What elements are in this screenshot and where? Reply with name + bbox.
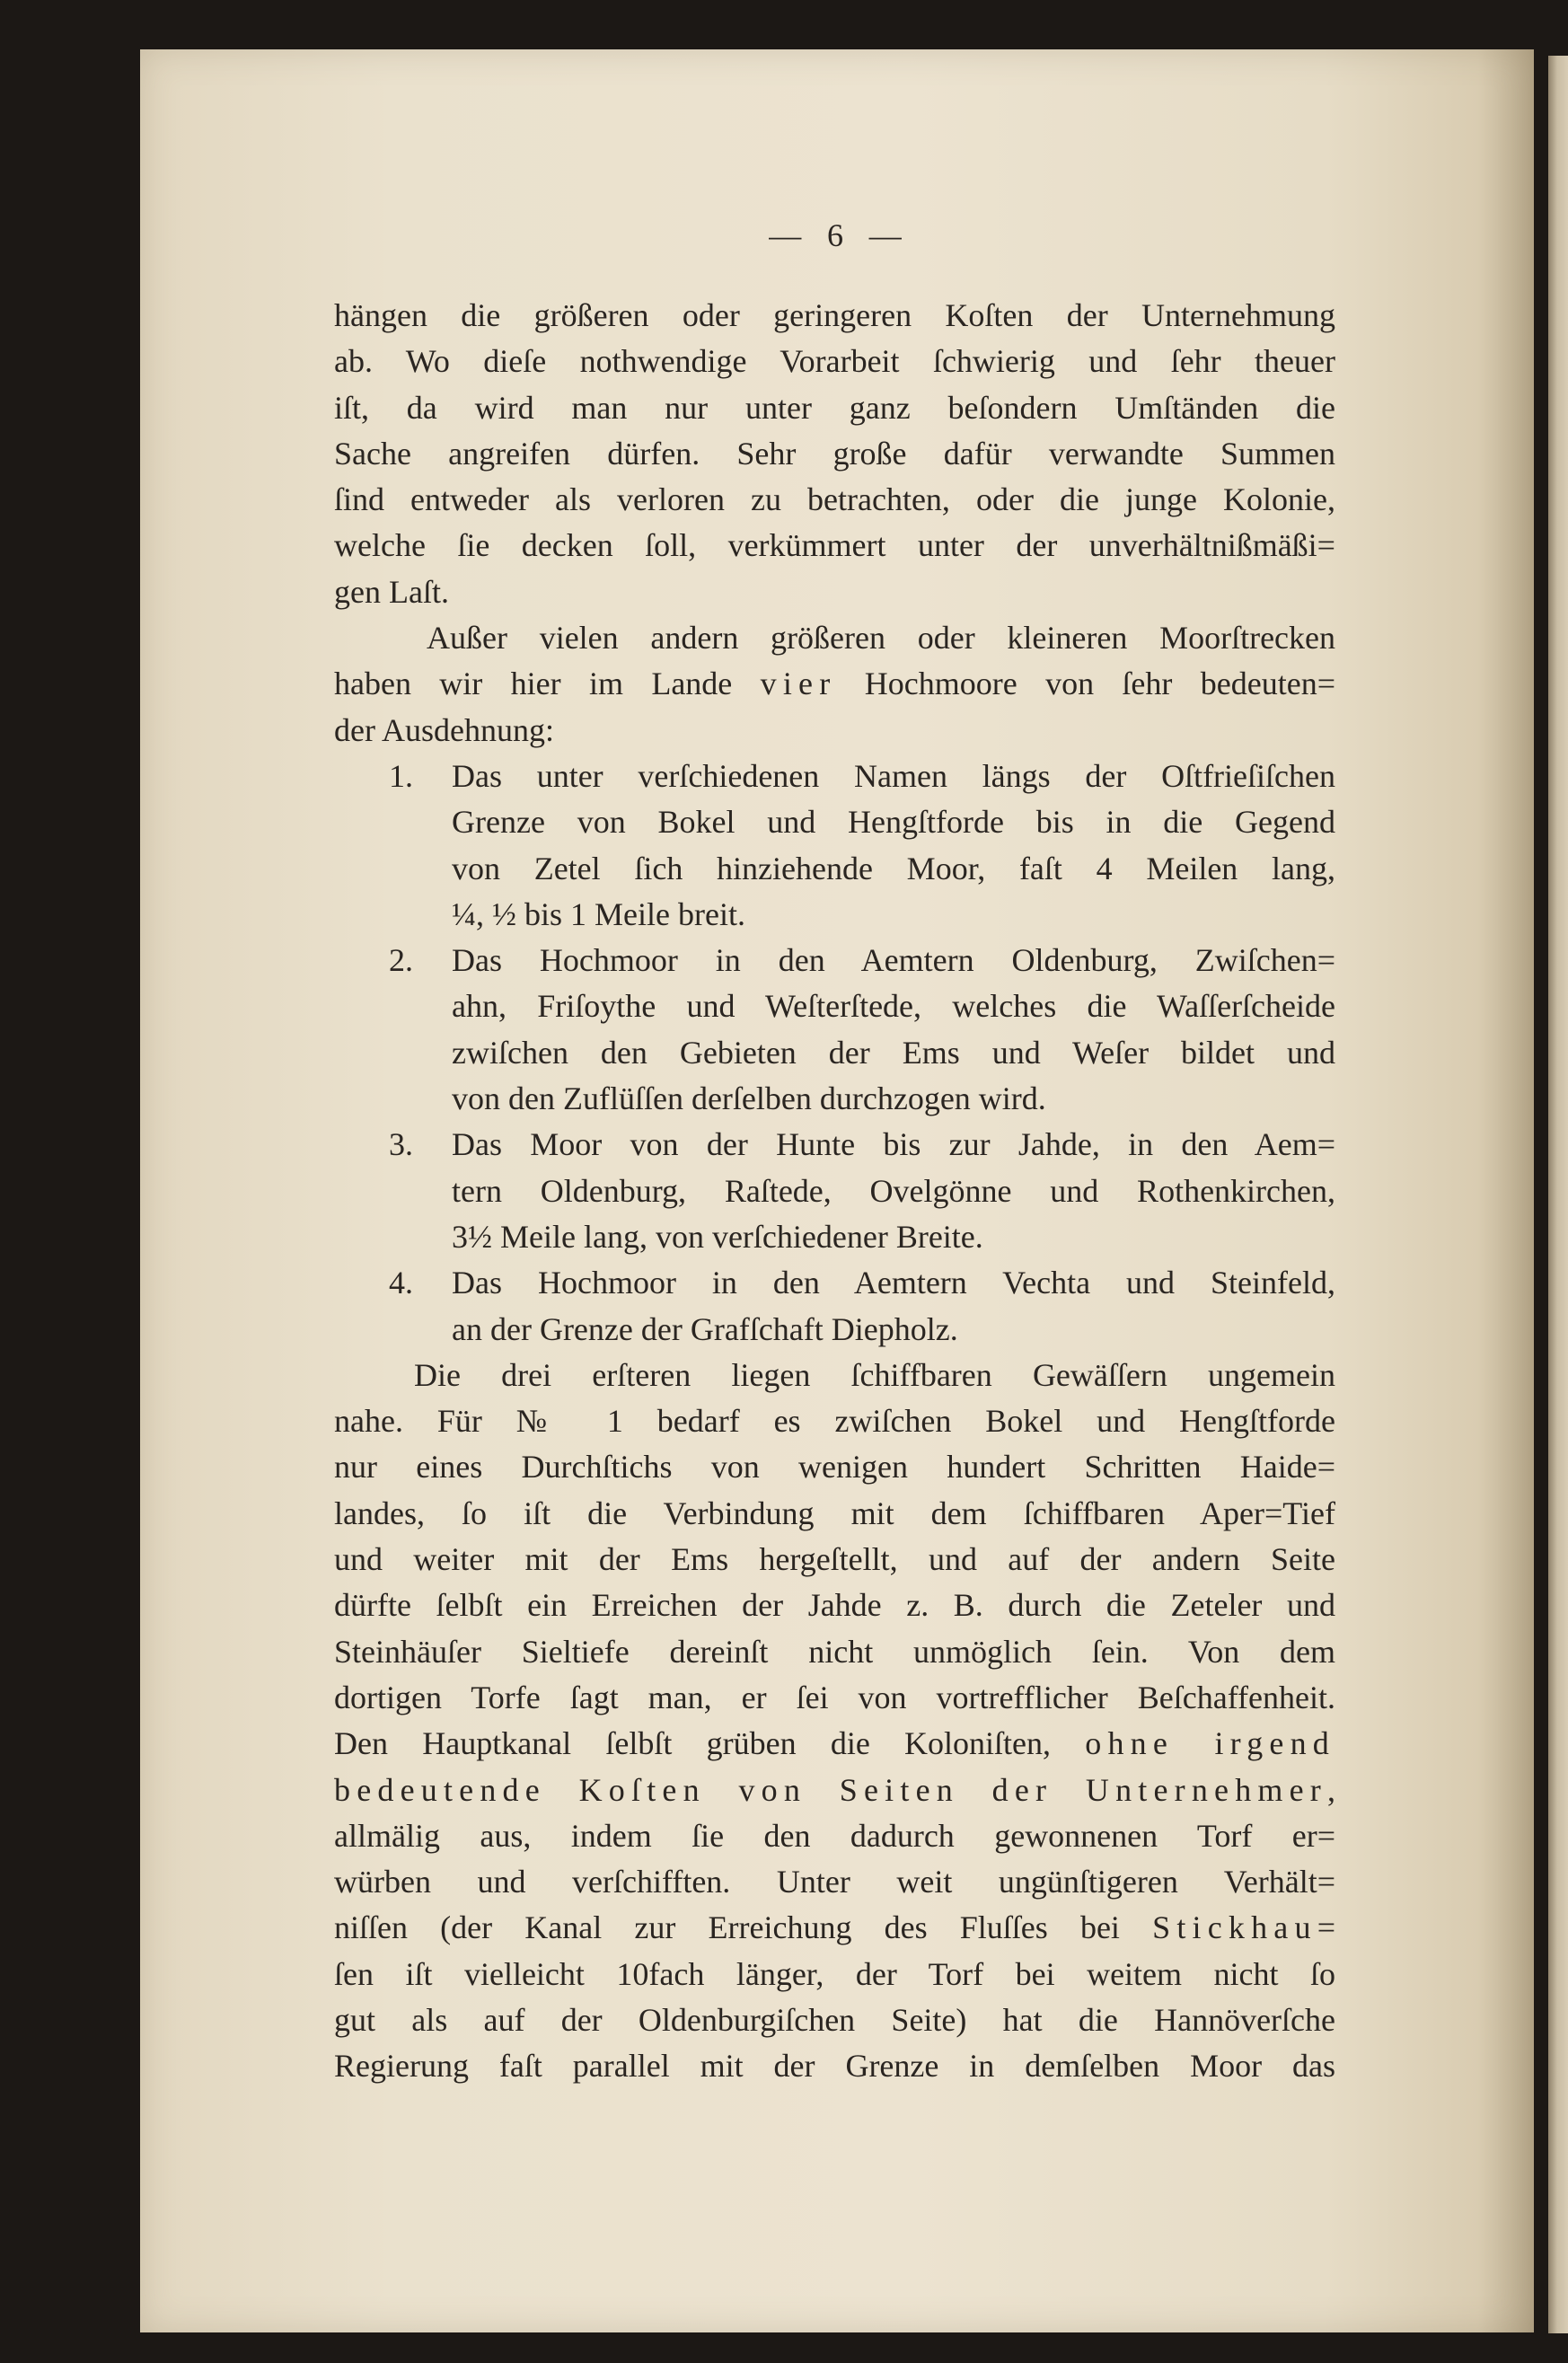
text-segment: Hochmoore von ſehr bedeuten= — [836, 666, 1335, 702]
text-line: von den Zuflüſſen derſelben durchzogen wird. — [452, 1080, 1046, 1117]
text-line: Grenze von Bokel und Hengſtforde bis in die Gegend — [452, 804, 1335, 841]
text-segment: niſſen (der Kanal zur Erreichung des Fluſſes bei — [334, 1909, 1153, 1946]
list-number: 1. — [389, 757, 413, 794]
text-line: und weiter mit der Ems hergeſtellt, und auf der andern Seite — [334, 1541, 1335, 1578]
page-number: — 6 — — [769, 217, 902, 253]
text-line: von Zetel ſich hinziehende Moor, faſt 4 Meilen lang, — [452, 850, 1335, 886]
spaced-emphasis: bedeutende Koſten von Seiten der Unternehmer — [334, 1771, 1327, 1808]
text-line: ab. Wo dieſe nothwendige Vorarbeit ſchwierig und ſehr theuer — [334, 343, 1335, 380]
paragraph-continuation — [334, 293, 1335, 615]
text-line: an der Grenze der Grafſchaft Diepholz. — [452, 1310, 958, 1347]
text-line: welche ſie decken ſoll, verkümmert unter der unverhältnißmäßi= — [334, 527, 1335, 564]
text-line: ¼, ½ bis 1 Meile breit. — [452, 895, 745, 932]
page-text — [334, 293, 1335, 2090]
text-line: der Ausdehnung: — [334, 711, 554, 748]
text-line: 3½ Meile lang, von verſchiedener Breite. — [452, 1218, 983, 1255]
text-line: würben und verſchifften. Unter weit ungünſtigeren Verhält= — [334, 1864, 1335, 1900]
text-line: landes, ſo iſt die Verbindung mit dem ſchiffbaren Aper=Tief — [334, 1495, 1335, 1531]
list-item — [334, 754, 1335, 938]
spaced-emphasis: ohne irgend — [1085, 1725, 1335, 1762]
text-line: hängen die größeren oder geringeren Koſten der Unternehmung — [334, 297, 1335, 333]
text-line: dortigen Torfe ſagt man, er ſei von vortrefflicher Beſchaffenheit. — [334, 1679, 1335, 1715]
list-number: 3. — [389, 1126, 413, 1163]
text-segment: haben wir hier im Lande — [334, 666, 761, 702]
text-line: Das Hochmoor in den Aemtern Oldenburg, Zwiſchen= — [452, 942, 1335, 979]
numbered-list — [334, 754, 1335, 1353]
text-line: zwiſchen den Gebieten der Ems und Weſer bildet und — [452, 1034, 1335, 1071]
text-segment: , — [1327, 1771, 1335, 1808]
list-item — [334, 938, 1335, 1122]
text-line: ſen iſt vielleicht 10fach länger, der Torf bei weitem nicht ſo — [334, 1955, 1335, 1992]
text-line: Die drei erſteren liegen ſchiffbaren Gewäſſern ungemein — [414, 1356, 1335, 1393]
text-line: ahn, Friſoythe und Weſterſtede, welches die Waſſerſcheide — [452, 988, 1335, 1025]
list-item — [334, 1122, 1335, 1260]
text-line: Das Hochmoor in den Aemtern Vechta und Steinfeld, — [452, 1265, 1335, 1301]
text-line: dürfte ſelbſt ein Erreichen der Jahde z. B. durch die Zeteler und — [334, 1587, 1335, 1624]
text-line: Das unter verſchiedenen Namen längs der Oſtfrieſiſchen — [452, 757, 1335, 794]
text-line: Das Moor von der Hunte bis zur Jahde, in den Aem= — [452, 1126, 1335, 1163]
text-line: gut als auf der Oldenburgiſchen Seite) hat die Hannöverſche — [334, 2001, 1335, 2038]
text-line: Außer vielen andern größeren oder kleineren Moorſtrecken — [427, 620, 1335, 657]
text-line: Regierung faſt parallel mit der Grenze in demſelben Moor das — [334, 2048, 1335, 2085]
text-line: Steinhäuſer Sieltiefe dereinſt nicht unmöglich ſein. Von dem — [334, 1633, 1335, 1670]
spaced-emphasis: vier — [760, 666, 837, 702]
text-line: gen Laſt. — [334, 573, 449, 610]
text-line: iſt, da wird man nur unter ganz beſondern Umſtänden die — [334, 389, 1335, 426]
list-number: 2. — [389, 942, 413, 979]
text-line — [334, 661, 1335, 707]
text-line — [334, 1721, 1335, 1767]
text-line — [334, 1768, 1335, 1813]
text-line: nahe. Für № 1 bedarf es zwiſchen Bokel und Hengſtforde — [334, 1403, 1335, 1440]
text-segment: = — [1317, 1909, 1335, 1946]
paragraph-navigation — [334, 1353, 1335, 2090]
text-segment: Den Hauptkanal ſelbſt grüben die Koloniſten, — [334, 1725, 1086, 1762]
adjacent-page-edge — [1548, 56, 1568, 2333]
text-line: allmälig aus, indem ſie den dadurch gewonnenen Torf er= — [334, 1817, 1335, 1854]
text-line — [334, 1905, 1335, 1951]
text-line: nur eines Durchſtichs von wenigen hundert Schritten Haide= — [334, 1449, 1335, 1486]
list-item — [334, 1260, 1335, 1353]
paragraph-moors-intro — [334, 615, 1335, 754]
text-line: tern Oldenburg, Raſtede, Ovelgönne und Rothenkirchen, — [452, 1172, 1335, 1209]
text-line: ſind entweder als verloren zu betrachten, oder die junge Kolonie, — [334, 481, 1335, 518]
spaced-emphasis: Stickhau — [1152, 1909, 1317, 1946]
text-line: Sache angreifen dürfen. Sehr große dafür verwandte Summen — [334, 435, 1335, 472]
list-number: 4. — [389, 1265, 413, 1301]
